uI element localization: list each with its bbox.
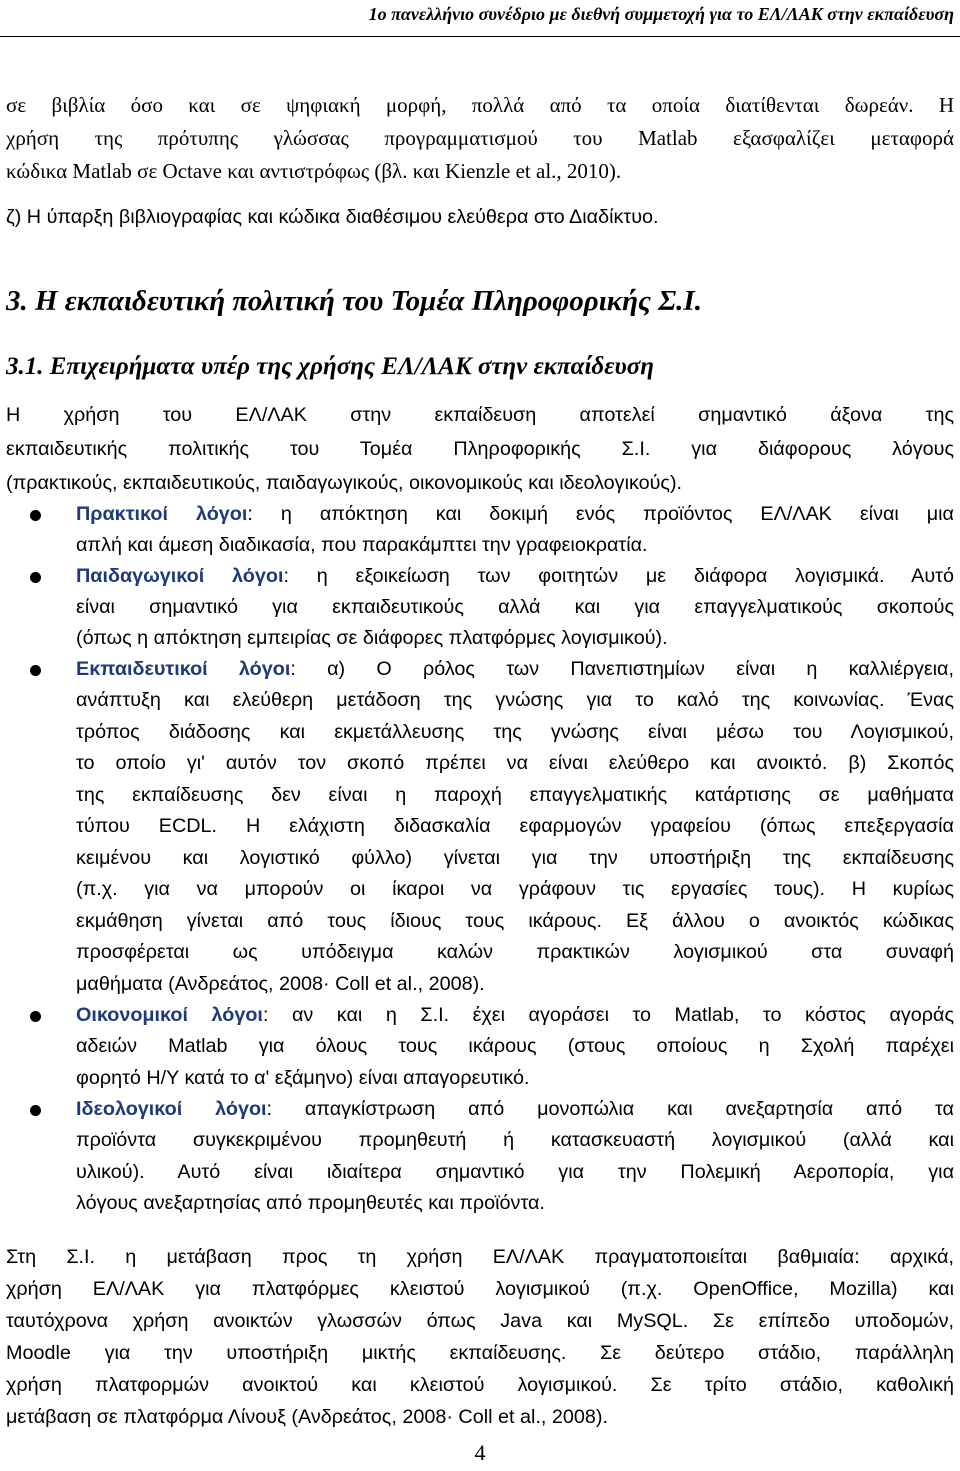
page-number: 4 bbox=[474, 1440, 486, 1465]
bullet-icon bbox=[30, 510, 41, 521]
intro-line: κώδικα Matlab σε Octave και αντιστρόφως (βλ. και Kienzle et al., 2010). bbox=[6, 159, 622, 183]
bullet-label: Ιδεολογικοί λόγοι bbox=[76, 1098, 267, 1120]
bullet-line bbox=[76, 1094, 954, 1124]
closing-line: χρήση πλατφορμών ανοικτού και κλειστού λογισμικού. Σε τρίτο στάδιο, καθολική bbox=[6, 1374, 954, 1396]
bullet-line: απλή και άμεση διαδικασία, που παρακάμπτει την γραφειοκρατία. bbox=[76, 534, 648, 556]
closing-line: ταυτόχρονα χρήση ανοικτών γλωσσών όπως Java και MySQL. Σε επίπεδο υποδομών, bbox=[6, 1310, 954, 1332]
bullet-text: : απαγκίστρωση από μονοπώλια και ανεξαρτησία από τα bbox=[266, 1098, 954, 1120]
bullet-label: Πρακτικοί λόγοι bbox=[76, 503, 248, 525]
bullet-line bbox=[76, 1000, 954, 1030]
bullet-line: λόγους ανεξαρτησίας από προμηθευτές και προϊόντα. bbox=[76, 1192, 545, 1214]
bullet-line: το οποίο γι' αυτόν τον σκοπό πρέπει να είναι ελεύθερο και ανοικτό. β) Σκοπός bbox=[76, 752, 954, 774]
bullet-line: της εκπαίδευσης δεν είναι η παροχή επαγγελματικής κατάρτισης σε μαθήματα bbox=[76, 784, 954, 806]
paragraph-line: εκπαιδευτικής πολιτικής του Τομέα Πληροφορικής Σ.Ι. για διάφορους λόγους bbox=[6, 438, 954, 460]
intro-line: σε βιβλία όσο και σε ψηφιακή μορφή, πολλά από τα οποία διατίθενται δωρεάν. Η bbox=[6, 93, 954, 117]
bullet-line: φορητό Η/Υ κατά το α' εξάμηνο) είναι απαγορευτικό. bbox=[76, 1067, 530, 1089]
bullet-icon bbox=[30, 665, 41, 676]
paragraph-line: Η χρήση του ΕΛ/ΛΑΚ στην εκπαίδευση αποτελεί σημαντικό άξονα της bbox=[6, 404, 954, 426]
bullet-line: (όπως η απόκτηση εμπειρίας σε διάφορες πλατφόρμες λογισμικού). bbox=[76, 627, 668, 649]
section-heading: 3. Η εκπαιδευτική πολιτική του Τομέα Πληροφορικής Σ.Ι. bbox=[6, 285, 702, 317]
bullet-text: : η εξοικείωση των φοιτητών με διάφορα λογισμικά. Αυτό bbox=[283, 565, 954, 587]
bullet-line: προσφέρεται ως υπόδειγμα καλών πρακτικών λογισμικού στα συναφή bbox=[76, 941, 954, 963]
paragraph-line: (πρακτικούς, εκπαιδευτικούς, παιδαγωγικούς, οικονομικούς και ιδεολογικούς). bbox=[6, 472, 683, 494]
bullet-line: μαθήματα (Ανδρεάτος, 2008· Coll et al., 2008). bbox=[76, 973, 485, 995]
closing-line: χρήση ΕΛ/ΛΑΚ για πλατφόρμες κλειστού λογισμικού (π.χ. OpenOffice, Mozilla) και bbox=[6, 1278, 954, 1300]
intro-line: ζ) Η ύπαρξη βιβλιογραφίας και κώδικα διαθέσιμου ελεύθερα στο Διαδίκτυο. bbox=[6, 206, 659, 228]
bullet-line: αδειών Matlab για όλους τους ικάρους (στους οποίους η Σχολή παρέχει bbox=[76, 1035, 954, 1057]
bullet-icon bbox=[30, 572, 41, 583]
bullet-line bbox=[76, 499, 954, 529]
bullet-line: υλικού). Αυτό είναι ιδιαίτερα σημαντικό για την Πολεμική Αεροπορία, για bbox=[76, 1161, 954, 1183]
bullet-line: τρόπος διάδοσης και εκμετάλλευσης της γνώσης είναι μέσω του Λογισμικού, bbox=[76, 721, 954, 743]
bullet-line: (π.χ. για να μπορούν οι ίκαροι να γράφουν τις εργασίες τους). Η κυρίως bbox=[76, 878, 954, 900]
header-rule bbox=[0, 36, 960, 37]
bullet-text: : η απόκτηση και δοκιμή ενός προϊόντος ΕΛ/ΛΑΚ είναι μια bbox=[247, 503, 954, 525]
bullet-icon bbox=[30, 1011, 41, 1022]
closing-line: Moodle για την υποστήριξη μικτής εκπαίδευσης. Σε δεύτερο στάδιο, παράλληλη bbox=[6, 1342, 954, 1364]
bullet-line: είναι σημαντικό για εκπαιδευτικούς αλλά και για επαγγελματικούς σκοπούς bbox=[76, 596, 954, 618]
bullet-line: τύπου ECDL. Η ελάχιστη διδασκαλία εφαρμογών γραφείου (όπως επεξεργασία bbox=[76, 815, 954, 837]
running-header: 1ο πανελλήνιο συνέδριο με διεθνή συμμετοχή για το ΕΛ/ΛΑΚ στην εκπαίδευση bbox=[368, 4, 954, 24]
bullet-line bbox=[76, 654, 954, 684]
bullet-label: Παιδαγωγικοί λόγοι bbox=[76, 565, 284, 587]
bullet-line: προϊόντα συγκεκριμένου προμηθευτή ή κατασκευαστή λογισμικού (αλλά και bbox=[76, 1129, 954, 1151]
bullet-label: Εκπαιδευτικοί λόγοι bbox=[76, 658, 291, 680]
bullet-line: κειμένου και λογιστικό φύλλο) γίνεται για την υποστήριξη της εκπαίδευσης bbox=[76, 847, 954, 869]
bullet-line: εκμάθηση γίνεται από τους ίδιους τους ικάρους. Εξ άλλου ο ανοικτός κώδικας bbox=[76, 910, 954, 932]
bullet-line bbox=[76, 561, 954, 591]
intro-line: χρήση της πρότυπης γλώσσας προγραμματισμού του Matlab εξασφαλίζει μεταφορά bbox=[6, 126, 954, 150]
bullet-icon bbox=[30, 1105, 41, 1116]
bullet-line: ανάπτυξη και ελεύθερη μετάδοση της γνώσης για το καλό της κοινωνίας. Ένας bbox=[76, 689, 954, 711]
bullet-text: : αν και η Σ.Ι. έχει αγοράσει το Matlab, το κόστος αγοράς bbox=[262, 1004, 954, 1026]
bullet-text: : α) Ο ρόλος των Πανεπιστημίων είναι η καλλιέργεια, bbox=[290, 658, 954, 680]
closing-line: Στη Σ.Ι. η μετάβαση προς τη χρήση ΕΛ/ΛΑΚ πραγματοποιείται βαθμιαία: αρχικά, bbox=[6, 1246, 954, 1268]
subsection-heading: 3.1. Επιχειρήματα υπέρ της χρήσης ΕΛ/ΛΑΚ στην εκπαίδευση bbox=[6, 353, 654, 380]
closing-line: μετάβαση σε πλατφόρμα Λίνουξ (Ανδρεάτος, 2008· Coll et al., 2008). bbox=[6, 1406, 608, 1428]
bullet-label: Οικονομικοί λόγοι bbox=[76, 1004, 263, 1026]
